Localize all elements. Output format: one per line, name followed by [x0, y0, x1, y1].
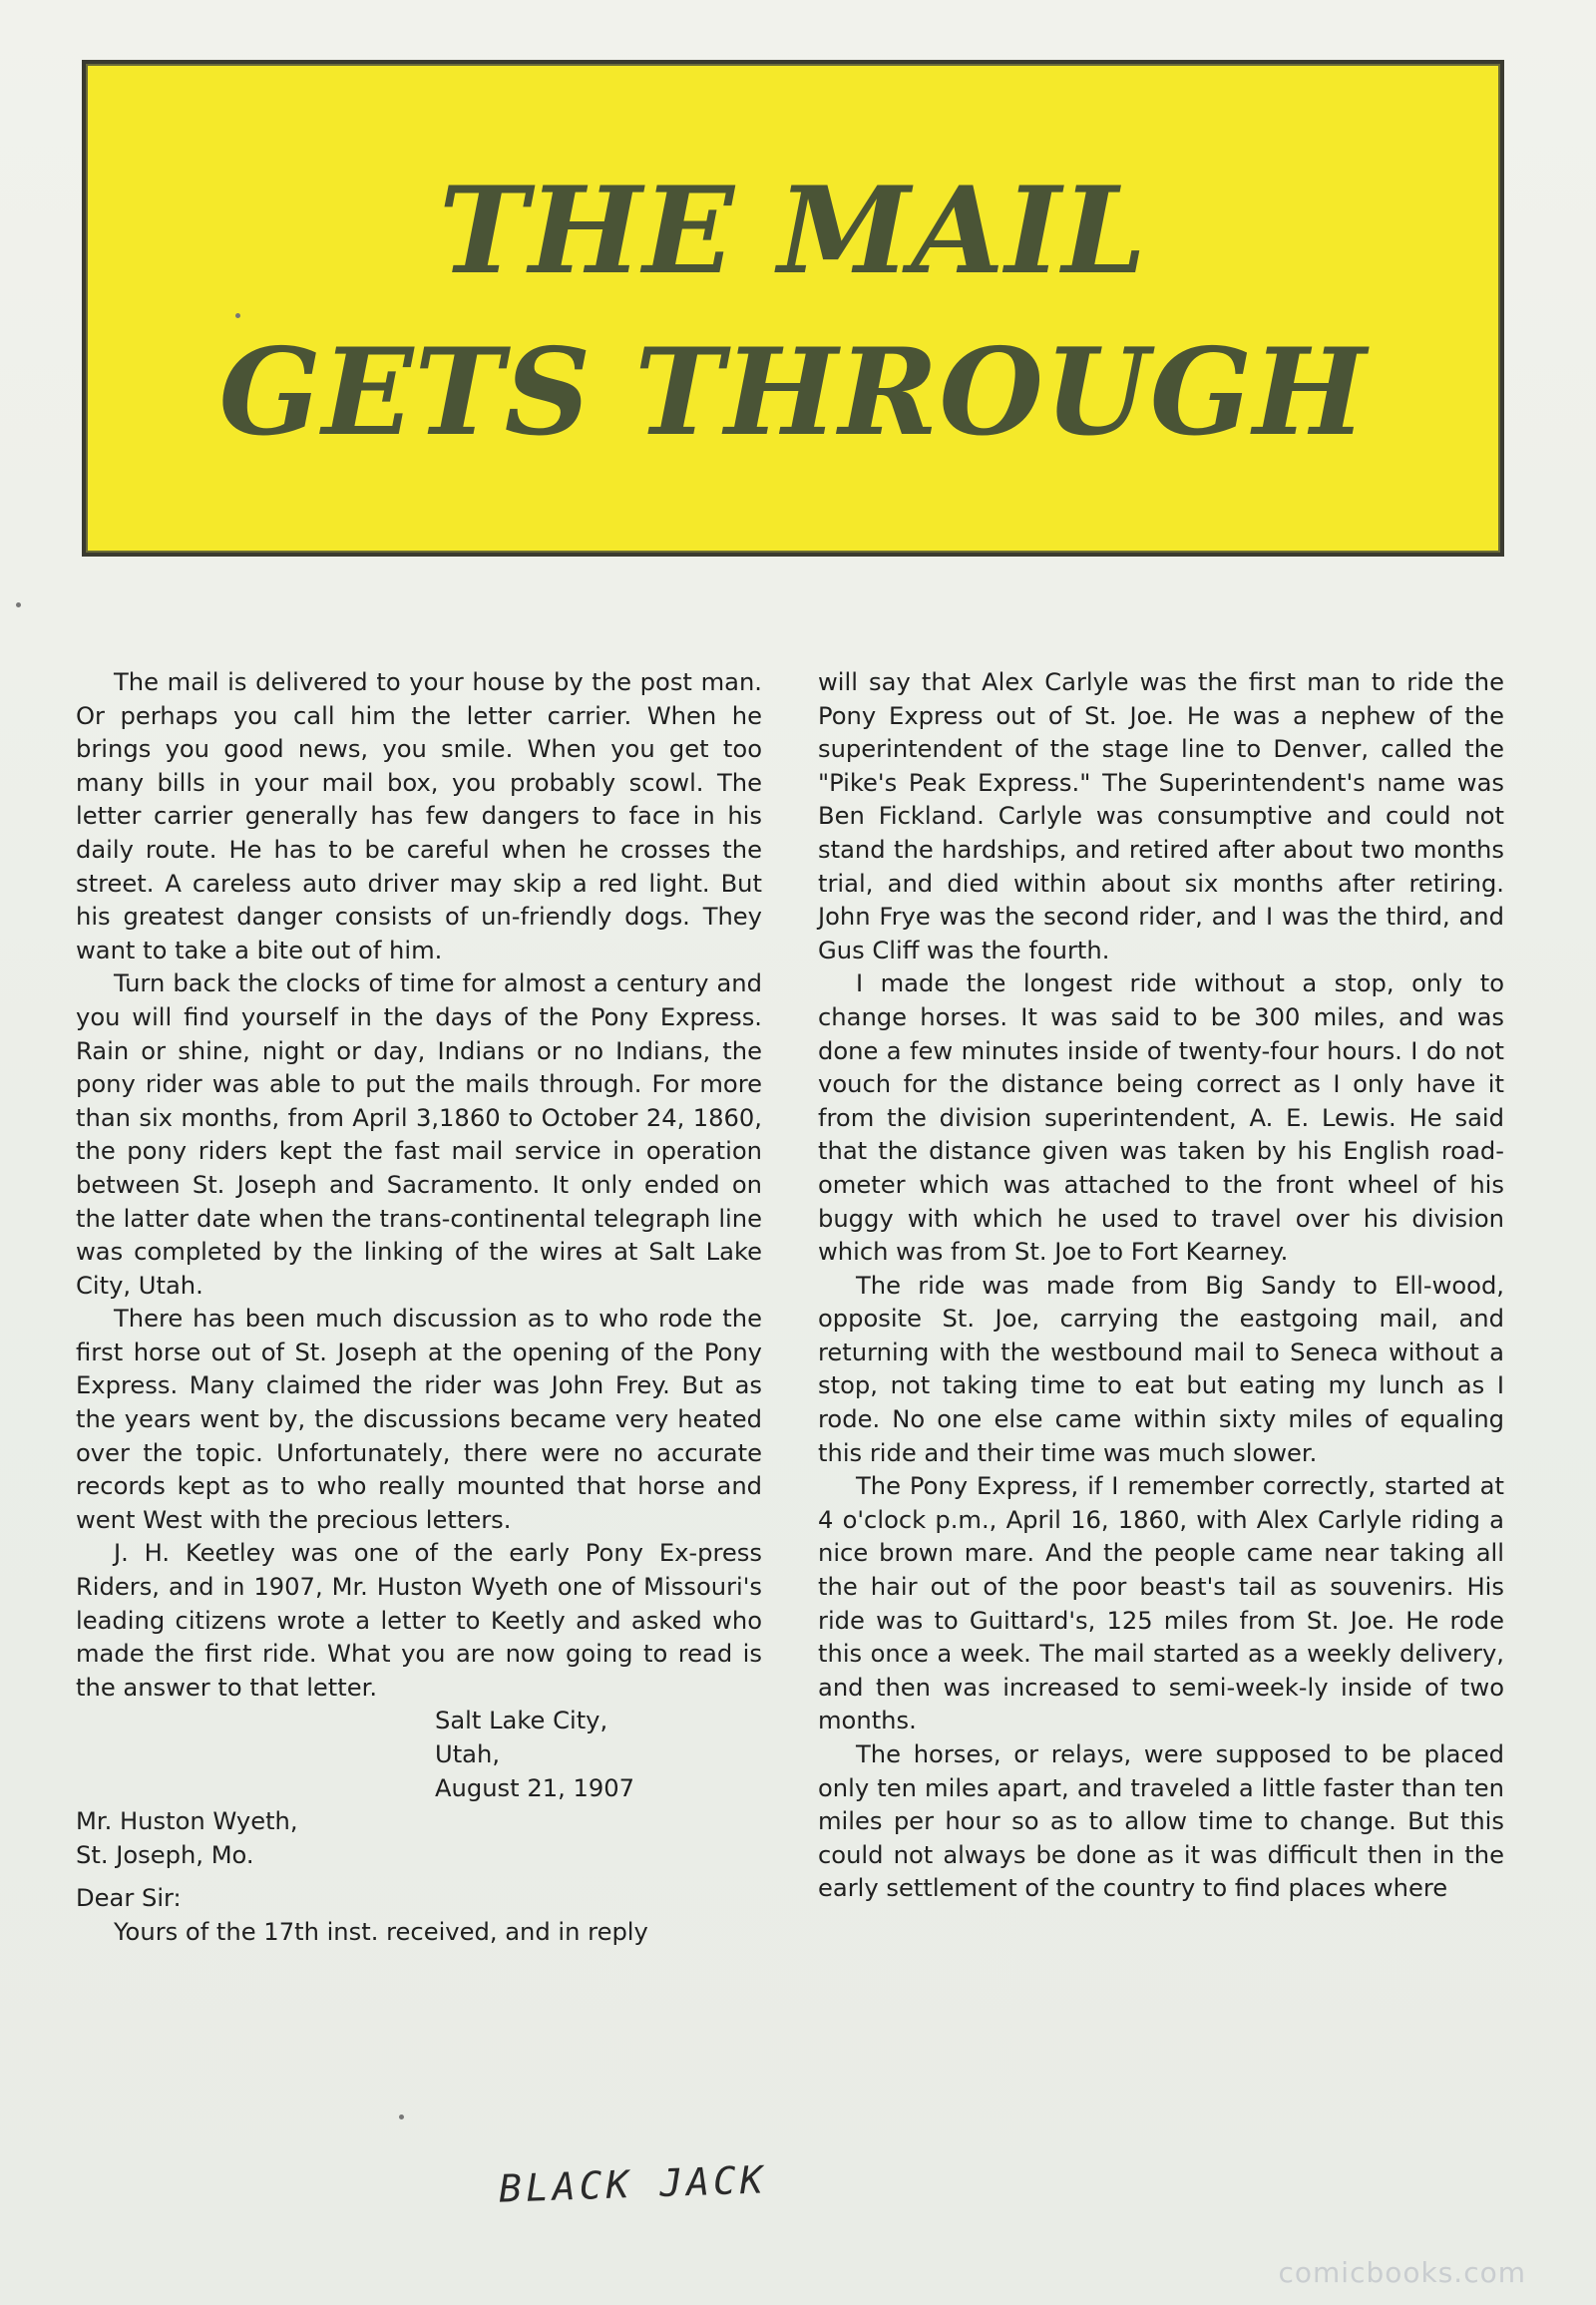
letter-salutation: Dear Sir: — [76, 1884, 182, 1913]
letter-opening: Yours of the 17th inst. received, and in reply — [114, 1917, 648, 1946]
dateline-city: Salt Lake City, — [435, 1707, 608, 1735]
dateline-state: Utah, — [435, 1740, 501, 1768]
left-paragraph-1: The mail is delivered to your house by the post man. Or perhaps you call him the letter carrier. When he brings you good news, you smile. When you get too many bills in your mail box, you probably scowl. The letter carrier generally has few dangers to face in his daily route. He has to be careful when he crosses the street. A careless auto driver may skip a red light. But his greatest danger consists of un-friendly dogs. They want to take a bite out of him. — [76, 668, 762, 964]
left-paragraph-4: J. H. Keetley was one of the early Pony Ex-press Riders, and in 1907, Mr. Huston Wyeth one of Missouri's leading citizens wrote a letter to Keetly and asked who made the first ride. What you are now going to read is the answer to that letter. — [76, 1539, 762, 1702]
left-column — [76, 666, 762, 1950]
print-speck — [16, 602, 21, 607]
address-name: Mr. Huston Wyeth, — [76, 1807, 298, 1836]
print-speck — [399, 2114, 404, 2119]
title-line-1: THE MAIL — [438, 161, 1148, 301]
right-paragraph-2: I made the longest ride without a stop, only to change horses. It was said to be 300 miles, and was done a few minutes inside of twenty-four hours. I do not vouch for the distance being correct as I only have it from the division superintendent, A. E. Lewis. He said that the distance given was taken by his English road-ometer which was attached to the front wheel of his buggy with which he used to travel over his division which was from St. Joe to Fort Kearney. — [818, 969, 1504, 1267]
right-column — [818, 666, 1504, 1906]
print-speck — [235, 313, 240, 318]
title-line-2: GETS THROUGH — [218, 322, 1368, 463]
right-paragraph-3: The ride was made from Big Sandy to Ell-wood, opposite St. Joe, carrying the eastgoing mail, and returning with the westbound mail to Seneca without a stop, not taking time to eat but eating my lunch as I rode. No one else came within sixty miles of equaling this ride and their time was much slower. — [818, 1271, 1504, 1467]
right-paragraph-1: will say that Alex Carlyle was the first man to ride the Pony Express out of St. Joe. He was a nephew of the superintendent of the stage line to Denver, called the "Pike's Peak Express." The Superintendent's name was Ben Fickland. Carlyle was consumptive and could not stand the hardships, and retired after about two months trial, and died within about six months after retiring. John Frye was the second rider, and I was the third, and Gus Cliff was the fourth. — [818, 668, 1504, 964]
address-city: St. Joseph, Mo. — [76, 1840, 254, 1869]
dateline-date: August 21, 1907 — [435, 1773, 635, 1802]
right-paragraph-4: The Pony Express, if I remember correctly, started at 4 o'clock p.m., April 16, 1860, with Alex Carlyle riding a nice brown mare. And the people came near taking all the hair out of the poor beast's tail as souvenirs. His ride was to Guittard's, 125 miles from St. Joe. He rode this once a week. The mail started as a weekly delivery, and then was increased to semi-week-ly inside of two months. — [818, 1472, 1504, 1735]
right-paragraph-5: The horses, or relays, were supposed to be placed only ten miles apart, and traveled a little faster than ten miles per hour so as to allow time to change. But this could not always be done as it was difficult then in the early settlement of the country to find places where — [818, 1740, 1504, 1903]
site-watermark: comicbooks.com — [1278, 2256, 1526, 2289]
letter-address — [76, 1805, 762, 1872]
letter-dateline — [76, 1705, 762, 1805]
left-paragraph-2: Turn back the clocks of time for almost a century and you will find yourself in the days of the Pony Express. Rain or shine, night or day, Indians or no Indians, the pony rider was able to put the mails through. For more than six months, from April 3,1860 to October 24, 1860, the pony riders kept the fast mail service in operation between St. Joseph and Sacramento. It only ended on the latter date when the trans-continental telegraph line was completed by the linking of the wires at Salt Lake City, Utah. — [76, 969, 762, 1300]
left-paragraph-3: There has been much discussion as to who rode the first horse out of St. Joseph at the opening of the Pony Express. Many claimed the rider was John Frey. But as the years went by, the discussions became very heated over the topic. Unfortunately, there were no accurate records kept as to who really mounted that horse and went West with the precious letters. — [76, 1305, 762, 1534]
handwritten-signature: BLACK JACK — [498, 2157, 768, 2211]
title-panel — [82, 60, 1504, 557]
